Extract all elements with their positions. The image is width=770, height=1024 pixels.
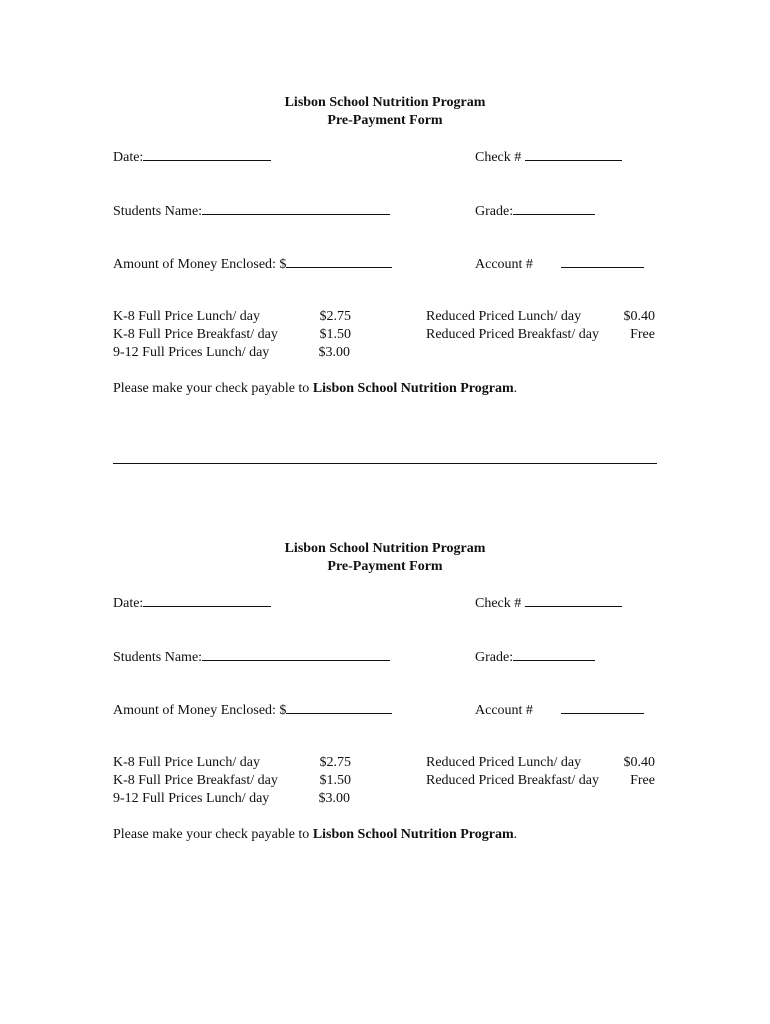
form-title: Lisbon School Nutrition Program xyxy=(284,95,486,110)
date-field[interactable] xyxy=(113,594,271,612)
payable-suffix: . xyxy=(513,827,518,842)
student-name-blank[interactable] xyxy=(202,648,390,661)
amount-label: Amount of Money Enclosed: $ xyxy=(113,257,287,272)
grade-label: Grade: xyxy=(475,204,514,219)
account-field[interactable] xyxy=(475,255,644,273)
price-right-item: Reduced Priced Breakfast/ day xyxy=(426,773,599,788)
price-right-item: Reduced Priced Lunch/ day xyxy=(426,309,582,324)
price-right-item: Reduced Priced Lunch/ day xyxy=(426,755,582,770)
grade-label: Grade: xyxy=(475,650,514,665)
price-left-value: $3.00 xyxy=(318,345,350,360)
payable-name: Lisbon School Nutrition Program xyxy=(312,381,514,396)
date-field[interactable] xyxy=(113,148,271,166)
account-field[interactable] xyxy=(475,701,644,719)
price-left-value: $1.50 xyxy=(319,327,351,342)
price-right-value: $0.40 xyxy=(623,309,655,324)
grade-field[interactable] xyxy=(475,648,595,666)
amount-field[interactable] xyxy=(113,255,392,273)
price-right-item: Reduced Priced Breakfast/ day xyxy=(426,327,599,342)
account-label: Account # xyxy=(475,257,533,272)
payable-note xyxy=(113,380,517,397)
price-left-item: 9-12 Full Prices Lunch/ day xyxy=(113,791,270,806)
check-field[interactable] xyxy=(475,594,622,612)
account-label: Account # xyxy=(475,703,533,718)
price-right-value: $0.40 xyxy=(623,755,655,770)
amount-blank[interactable] xyxy=(286,701,392,714)
student-name-field[interactable] xyxy=(113,202,390,220)
grade-blank[interactable] xyxy=(513,648,595,661)
date-blank[interactable] xyxy=(143,148,271,161)
price-left-value: $2.75 xyxy=(319,755,351,770)
price-left-item: K-8 Full Price Lunch/ day xyxy=(113,309,260,324)
price-left-item: K-8 Full Price Breakfast/ day xyxy=(113,773,278,788)
grade-blank[interactable] xyxy=(513,202,595,215)
check-field[interactable] xyxy=(475,148,622,166)
amount-field[interactable] xyxy=(113,701,392,719)
account-blank[interactable] xyxy=(561,255,644,268)
price-left-value: $3.00 xyxy=(318,791,350,806)
cut-line-divider xyxy=(113,463,657,464)
payable-suffix: . xyxy=(513,381,518,396)
amount-blank[interactable] xyxy=(286,255,392,268)
date-blank[interactable] xyxy=(143,594,271,607)
grade-field[interactable] xyxy=(475,202,595,220)
check-blank[interactable] xyxy=(525,148,622,161)
price-right-value: Free xyxy=(630,773,655,788)
payable-note xyxy=(113,826,517,843)
date-label: Date: xyxy=(113,596,144,611)
form-subtitle: Pre-Payment Form xyxy=(327,559,443,574)
student-name-label: Students Name: xyxy=(113,650,203,665)
account-blank[interactable] xyxy=(561,701,644,714)
student-name-label: Students Name: xyxy=(113,204,203,219)
price-left-item: K-8 Full Price Breakfast/ day xyxy=(113,327,278,342)
payable-name: Lisbon School Nutrition Program xyxy=(312,827,514,842)
payable-prefix: Please make your check payable to xyxy=(113,827,313,842)
check-label: Check # xyxy=(475,150,522,165)
check-label: Check # xyxy=(475,596,522,611)
student-name-blank[interactable] xyxy=(202,202,390,215)
form-title: Lisbon School Nutrition Program xyxy=(284,541,486,556)
price-left-item: K-8 Full Price Lunch/ day xyxy=(113,755,260,770)
form-subtitle: Pre-Payment Form xyxy=(327,113,443,128)
price-left-value: $1.50 xyxy=(319,773,351,788)
price-left-item: 9-12 Full Prices Lunch/ day xyxy=(113,345,270,360)
date-label: Date: xyxy=(113,150,144,165)
check-blank[interactable] xyxy=(525,594,622,607)
price-left-value: $2.75 xyxy=(319,309,351,324)
amount-label: Amount of Money Enclosed: $ xyxy=(113,703,287,718)
payable-prefix: Please make your check payable to xyxy=(113,381,313,396)
price-right-value: Free xyxy=(630,327,655,342)
student-name-field[interactable] xyxy=(113,648,390,666)
